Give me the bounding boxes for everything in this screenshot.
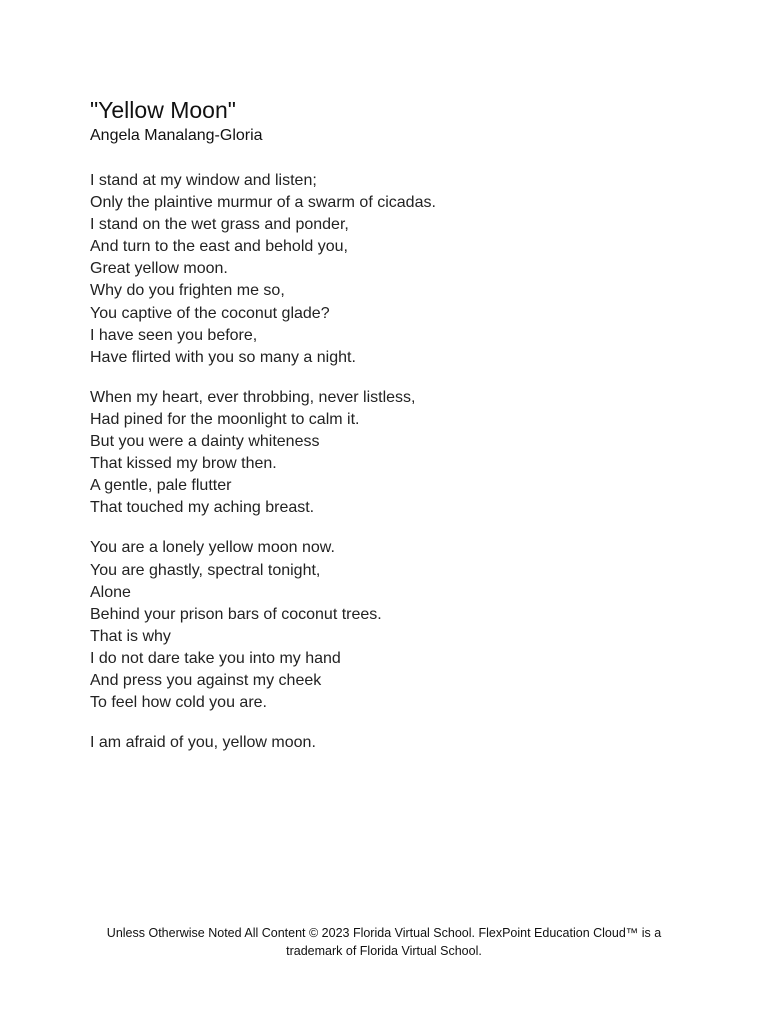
poem-line: I stand on the wet grass and ponder,: [90, 216, 349, 234]
footer-line-2: trademark of Florida Virtual School.: [286, 944, 482, 958]
poem-author: Angela Manalang-Gloria: [90, 127, 263, 144]
poem-line: And turn to the east and behold you,: [90, 238, 348, 256]
poem-line: You captive of the coconut glade?: [90, 304, 330, 322]
poem-line: When my heart, ever throbbing, never listless,: [90, 388, 416, 406]
poem-line: You are a lonely yellow moon now.: [90, 539, 335, 557]
poem-line: Alone: [90, 583, 131, 601]
poem-line: Have flirted with you so many a night.: [90, 348, 356, 366]
poem-line: I have seen you before,: [90, 326, 258, 344]
stanza-3: [90, 537, 710, 714]
poem-line: That is why: [90, 627, 171, 645]
poem-title: "Yellow Moon": [90, 97, 236, 123]
poem-line: And press you against my cheek: [90, 671, 322, 689]
poem-body: [90, 170, 710, 772]
poem-line: To feel how cold you are.: [90, 694, 267, 712]
stanza-2: [90, 387, 710, 520]
poem-line: I do not dare take you into my hand: [90, 649, 341, 667]
poem-line: I stand at my window and listen;: [90, 172, 317, 189]
footer-line-1: Unless Otherwise Noted All Content © 2023 Florida Virtual School. FlexPoint Education Cloud™ is a: [106, 926, 662, 940]
stanza-4: [90, 732, 710, 754]
poem-line: Great yellow moon.: [90, 260, 228, 278]
poem-line: I am afraid of you, yellow moon.: [90, 734, 316, 752]
copyright-footer: [84, 924, 684, 960]
poem-line: Behind your prison bars of coconut trees.: [90, 605, 382, 623]
stanza-1: [90, 170, 710, 369]
poem-line: But you were a dainty whiteness: [90, 433, 320, 451]
poem-line: Why do you frighten me so,: [90, 282, 285, 300]
poem-line: A gentle, pale flutter: [90, 477, 232, 495]
poem-line: You are ghastly, spectral tonight,: [90, 561, 321, 579]
poem-line: That kissed my brow then.: [90, 455, 277, 473]
poem-line: Had pined for the moonlight to calm it.: [90, 410, 360, 428]
poem-line: That touched my aching breast.: [90, 499, 315, 517]
poem-line: Only the plaintive murmur of a swarm of cicadas.: [90, 194, 436, 212]
